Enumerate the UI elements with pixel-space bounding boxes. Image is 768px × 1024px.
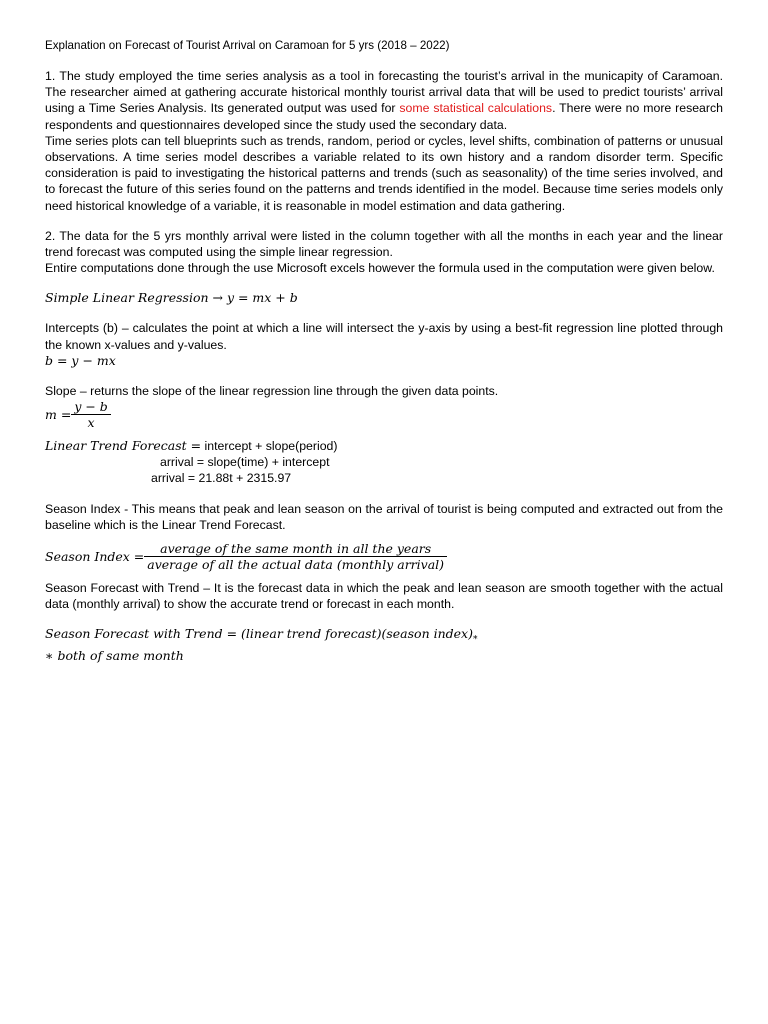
paragraph-1-text-a: 1. The study employed the time series analysis as a tool in forecasting the tourist’s arrival in the municapity of Caramoan. The researcher aimed at gathering accurate historical monthly tourist arrival data that will be used to predict tourists’ arrival using a Time Series Analysis. Its generated output was used for xyxy=(45,69,723,116)
season-index-description: Season Index - This means that peak and lean season on the arrival of tourist is being computed and extracted out from the baseline which is the Linear Trend Forecast. xyxy=(45,501,723,532)
intercept-description: Intercepts (b) – calculates the point at which a line will intersect the y-axis by using a best-fit regression line plotted through the known x-values and y-values. xyxy=(45,321,723,352)
equation-intercept: b = y − mx xyxy=(45,352,116,368)
equation-season-index-fraction xyxy=(144,541,447,572)
slope-description: Slope – returns the slope of the linear regression line through the given data points. xyxy=(45,383,499,398)
paragraph-2b: Entire computations done through the use Microsoft excels however the formula used in the computation were given below. xyxy=(45,261,715,276)
linear-trend-forecast-label: Linear Trend Forecast = xyxy=(45,438,202,454)
equation-slope-numerator: y − b xyxy=(71,399,110,415)
equation-slope-denominator: x xyxy=(87,415,95,431)
linear-trend-forecast-rhs: intercept + slope(period) xyxy=(201,439,338,454)
document-title: Explanation on Forecast of Tourist Arrival on Caramoan for 5 yrs (2018 – 2022) xyxy=(45,39,450,52)
equation-season-index xyxy=(45,541,723,572)
equation-season-forecast-note: ∗ both of same month xyxy=(45,648,184,664)
equation-season-forecast xyxy=(45,626,723,648)
paragraph-1b: Time series plots can tell blueprints such as trends, random, period or cycles, level shifts, combination of patterns or unusual observations. A time series model describes a variable related to its own history and a random disorder term. Specific consideration is paid to investigating the historical patterns and trends (such as seasonality) of the time series involved, and to forecast the future of this series found on the patterns and trends identified in the model. Because time series models only need historical knowledge of a variable, it is reasonable in model estimation and data gathering. xyxy=(45,133,723,213)
equation-season-forecast-asterisk: * xyxy=(472,635,478,646)
arrival-formula: arrival = slope(time) + intercept xyxy=(160,455,330,470)
equation-slope-lhs: m = xyxy=(45,406,72,422)
equation-slope-fraction xyxy=(71,399,110,430)
equation-simple-linear-regression: Simple Linear Regression → y = mx + b xyxy=(45,290,298,306)
season-forecast-description: Season Forecast with Trend – It is the forecast data in which the peak and lean season are smooth together with the actual data (monthly arrival) to show the accurate trend or forecast in each month. xyxy=(45,581,723,612)
paragraph-2: 2. The data for the 5 yrs monthly arrival were listed in the column together with all the months in each year and the linear trend forecast was computed using the simple linear regression. xyxy=(45,228,723,260)
equation-slope xyxy=(45,399,723,430)
linear-trend-forecast-line xyxy=(45,438,723,454)
equation-season-index-lhs: Season Index = xyxy=(45,548,145,564)
equation-season-forecast-main: Season Forecast with Trend = (linear trend forecast)(season index) xyxy=(45,626,473,642)
equation-season-index-denominator: average of all the actual data (monthly arrival) xyxy=(147,557,445,573)
arrival-equation: arrival = 21.88t + 2315.97 xyxy=(151,471,292,486)
red-highlight-text: some statistical calculations xyxy=(399,101,553,116)
equation-season-index-numerator: average of the same month in all the years xyxy=(144,541,447,557)
paragraph-1-text-b: . There were no more research respondents and questionnaires developed since the study used the secondary data. xyxy=(45,101,723,132)
paragraph-1 xyxy=(45,68,723,133)
